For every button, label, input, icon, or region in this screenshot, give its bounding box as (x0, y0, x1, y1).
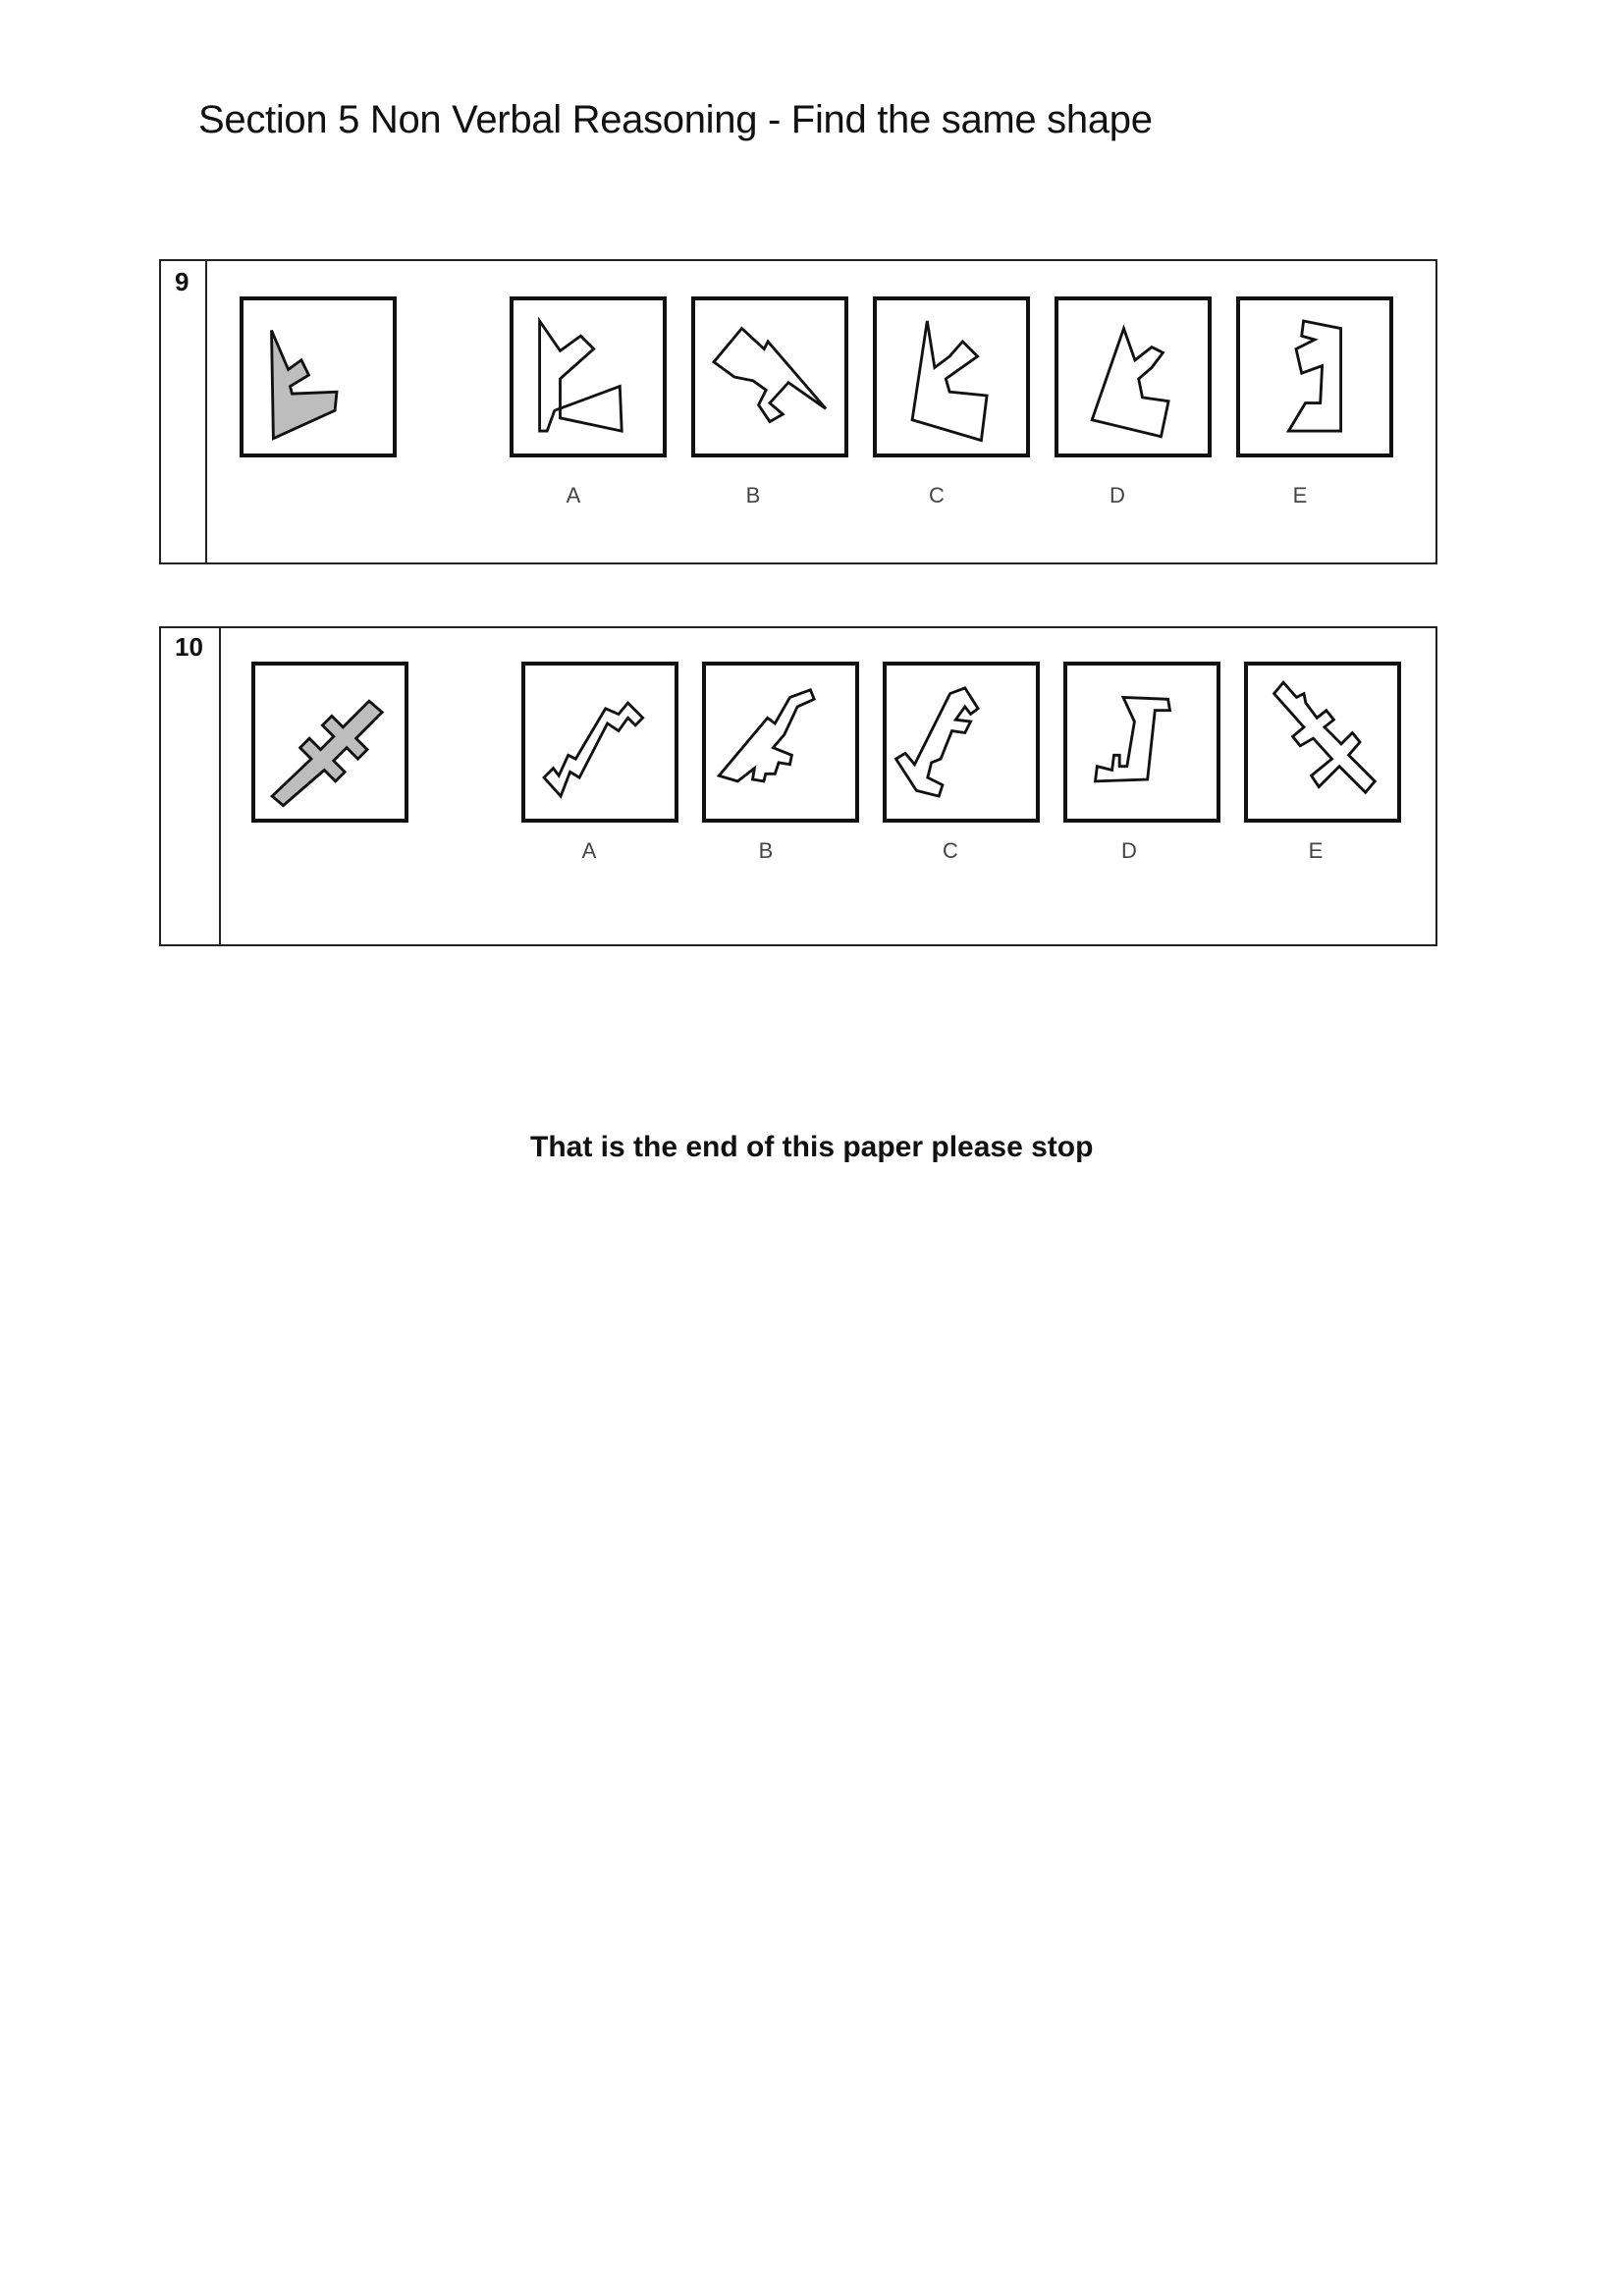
option-c-shape (877, 300, 1026, 454)
option-d-shape (1067, 666, 1217, 819)
question-9 (159, 259, 1437, 564)
option-e-figure[interactable] (1236, 296, 1393, 457)
option-a-label: A (566, 483, 581, 507)
option-a-shape (514, 300, 663, 454)
target-figure (240, 296, 397, 457)
option-c-label: C (929, 483, 945, 507)
question-number-cell (161, 261, 207, 562)
option-d-shape (1058, 300, 1208, 454)
option-b-figure[interactable] (691, 296, 848, 457)
option-d-label: D (1110, 483, 1125, 507)
page-title: Section 5 Non Verbal Reasoning - Find the same shape (198, 98, 1153, 141)
question-number: 10 (175, 632, 203, 662)
option-b-shape (706, 666, 855, 819)
option-c-shape (887, 666, 1036, 819)
option-e-label: E (1308, 838, 1324, 863)
end-message: That is the end of this paper please stop (530, 1131, 1094, 1163)
target-shape (255, 666, 405, 819)
target-figure (251, 662, 408, 823)
option-b-label: B (745, 483, 761, 507)
option-b-label: B (758, 838, 774, 863)
target-shape (244, 300, 393, 454)
option-b-figure[interactable] (702, 662, 859, 823)
option-e-label: E (1292, 483, 1308, 507)
option-e-shape (1248, 666, 1397, 819)
option-a-shape (525, 666, 675, 819)
question-number: 9 (175, 267, 189, 296)
option-a-figure[interactable] (521, 662, 678, 823)
option-d-label: D (1121, 838, 1137, 863)
question-number-cell (161, 628, 221, 944)
option-d-figure[interactable] (1063, 662, 1220, 823)
option-c-figure[interactable] (883, 662, 1040, 823)
option-c-label: C (943, 838, 958, 863)
option-e-figure[interactable] (1244, 662, 1401, 823)
option-a-figure[interactable] (510, 296, 667, 457)
option-c-figure[interactable] (873, 296, 1030, 457)
option-b-shape (695, 300, 844, 454)
option-d-figure[interactable] (1055, 296, 1212, 457)
question-10 (159, 626, 1437, 946)
option-e-shape (1240, 300, 1389, 454)
option-a-label: A (581, 838, 597, 863)
